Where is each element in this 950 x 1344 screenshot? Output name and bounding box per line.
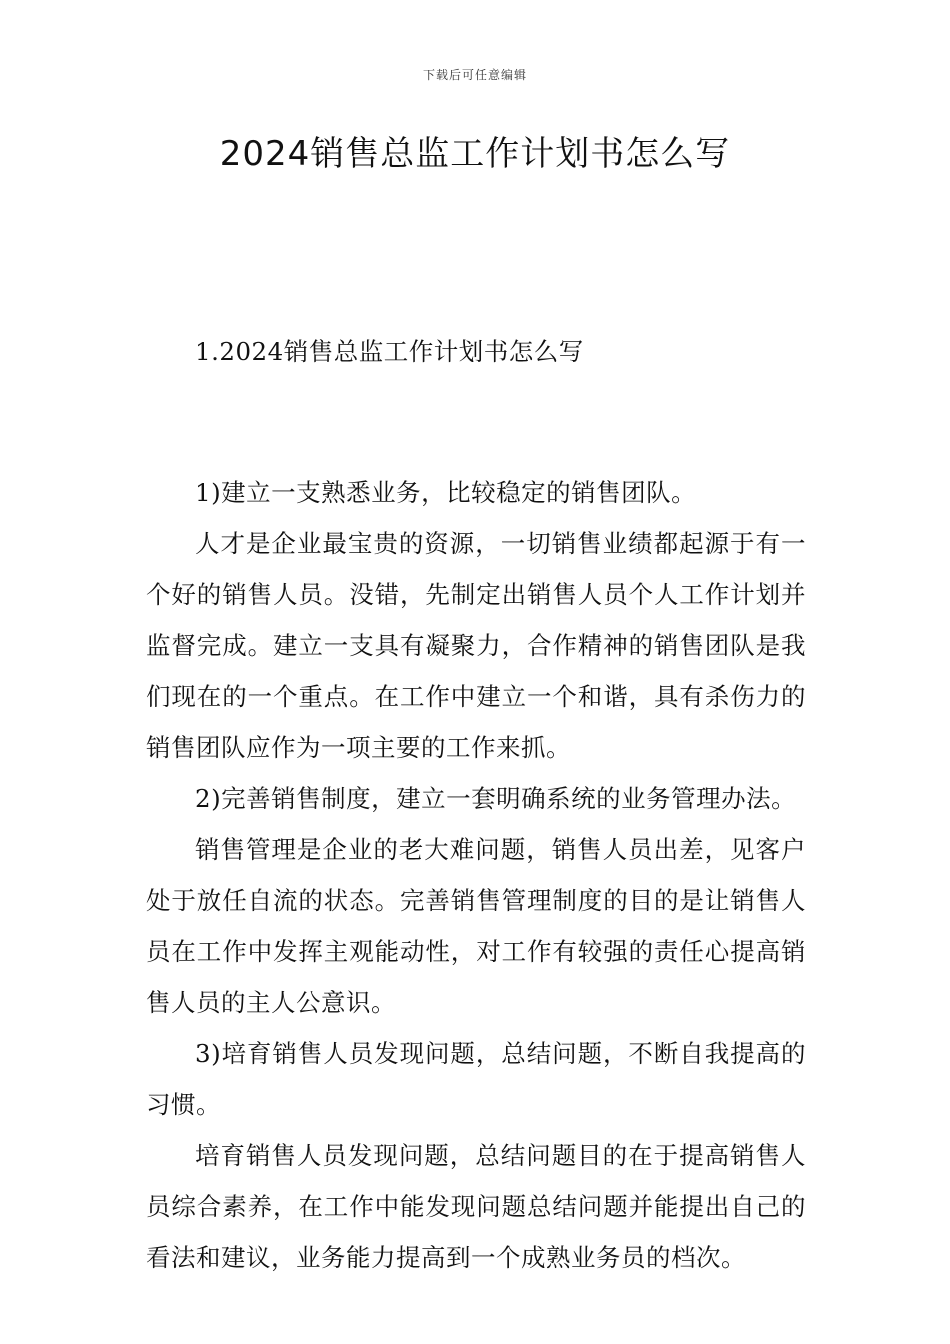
document-body (146, 326, 806, 1283)
paragraph-item-heading-3: 3)培育销售人员发现问题，总结问题，不断自我提高的习惯。 (146, 1039, 806, 1119)
header-note: 下载后可任意编辑 (422, 68, 527, 82)
spacer (146, 423, 806, 467)
paragraph-item-heading-1: 1)建立一支熟悉业务，比较稳定的销售团队。 (195, 478, 697, 507)
paragraph-item-heading-2: 2)完善销售制度，建立一套明确系统的业务管理办法。 (195, 784, 797, 813)
paragraph: 销售管理是企业的老大难问题，销售人员出差，见客户处于放任自流的状态。完善销售管理制度的目的是让销售人员在工作中发挥主观能动性，对工作有较强的责任心提高销售人员的主人公意识。 (146, 835, 806, 1017)
document-title: 2024销售总监工作计划书怎么写 (219, 134, 731, 174)
section-heading: 1.2024销售总监工作计划书怎么写 (195, 337, 584, 366)
paragraph: 培育销售人员发现问题，总结问题目的在于提高销售人员综合素养，在工作中能发现问题总结问题并能提出自己的看法和建议，业务能力提高到一个成熟业务员的档次。 (146, 1141, 806, 1272)
paragraph: 人才是企业最宝贵的资源，一切销售业绩都起源于有一个好的销售人员。没错，先制定出销售人员个人工作计划并监督完成。建立一支具有凝聚力，合作精神的销售团队是我们现在的一个重点。在工作中建立一个和谐，具有杀伤力的销售团队应作为一项主要的工作来抓。 (146, 529, 806, 762)
